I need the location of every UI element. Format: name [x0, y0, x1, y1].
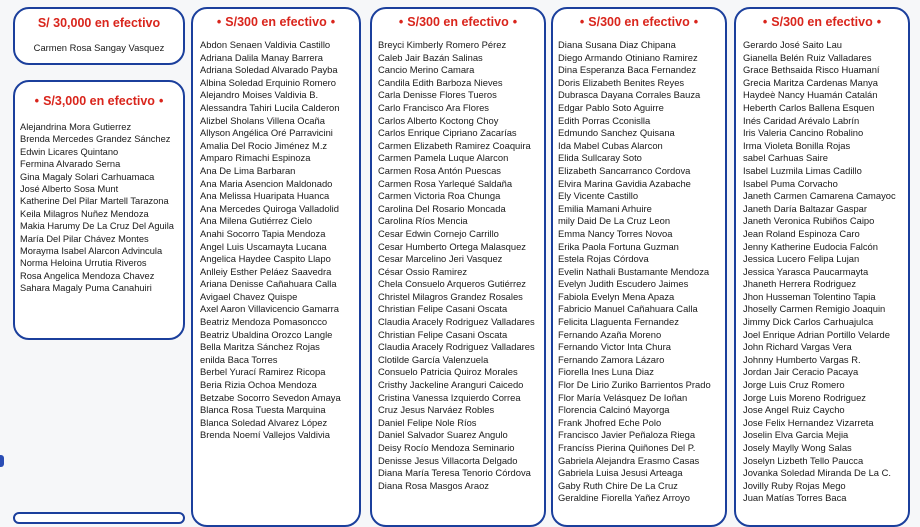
- winner-name: Carmen Rosa Yarlequé Saldaña: [378, 177, 513, 189]
- scroll-marker: [0, 455, 4, 467]
- winner-name: enilda Baca Torres: [200, 353, 278, 365]
- winner-name: Jovilly Ruby Rojas Mego: [743, 479, 846, 491]
- winner-name: Ely Vicente Castillo: [558, 190, 639, 202]
- winner-name: Christel Milagros Grandez Rosales: [378, 290, 523, 302]
- winner-name: Carmen Elizabeth Ramirez Coaquira: [378, 139, 531, 151]
- winner-name: Denisse Jesus Villacorta Delgado: [378, 454, 518, 466]
- winner-name: Geraldine Fiorella Yañez Arroyo: [558, 492, 691, 504]
- winner-name: Jhoselly Carmen Remigio Joaquin: [743, 303, 886, 315]
- winner-name: María Del Pilar Chávez Montes: [20, 233, 149, 244]
- winner-name: Carolina Ríos Mencia: [378, 215, 468, 227]
- winner-name: Florencia Calcinó Mayorga: [558, 404, 670, 416]
- winner-name: Sahara Magaly Puma Canahuiri: [20, 283, 152, 294]
- winner-name: Jovanka Soledad Miranda De La C.: [743, 467, 892, 479]
- winner-name: Berbel Yurací Ramirez Ricopa: [200, 366, 326, 378]
- winner-name: Francisco Javier Peñaloza Riega: [558, 429, 696, 441]
- winner-name: Janeth Veronica Rubiños Caipo: [743, 215, 875, 227]
- winner-name: Cesar Marcelino Jeri Vasquez: [378, 253, 503, 265]
- winner-name: Isabel Puma Corvacho: [743, 177, 838, 189]
- winner-name: Diana Susana Diaz Chipana: [558, 39, 676, 50]
- winner-name: Evelin Nathali Bustamante Mendoza: [558, 265, 710, 277]
- winner-name: Fernando Victor Inta Chura: [558, 341, 671, 353]
- winner-name: Joel Enrique Adrian Portillo Velarde: [743, 328, 890, 340]
- winner-name: Felicita Llaguenta Fernandez: [558, 316, 679, 328]
- winner-name: Chela Consuelo Arqueros Gutiérrez: [378, 278, 526, 290]
- winner-name: Elida Sullcaray Soto: [558, 152, 642, 164]
- winner-list: [15, 122, 183, 295]
- winner-name: Makia Harumy De La Cruz Del Aguila: [20, 221, 174, 232]
- winner-name: Flor De Lirio Zuriko Barrientos Prado: [558, 379, 711, 391]
- winner-name: Isabel Luzmila Limas Cadillo: [743, 164, 862, 176]
- winner-name: Gabriela Luisa Jesusi Arteaga: [558, 467, 683, 479]
- winner-name: Adriana Soledad Alvarado Payba: [200, 64, 338, 76]
- winner-name: Gianella Belén Ruiz Valladares: [743, 51, 872, 63]
- winner-name: Estela Rojas Córdova: [558, 253, 649, 265]
- winner-name: Brenda Mercedes Grandez Sánchez: [20, 134, 171, 145]
- bullet-dot: •: [876, 15, 882, 29]
- prize-title: S/300 en efectivo: [771, 15, 873, 29]
- winner-name: Erika Paola Fortuna Guzman: [558, 240, 679, 252]
- winner-name: Albina Soledad Erquinio Romero: [200, 76, 337, 88]
- winner-name: Christian Felipe Casani Oscata: [378, 328, 508, 340]
- winner-name: Jean Roland Espinoza Caro: [743, 227, 860, 239]
- bullet-dot: •: [512, 15, 518, 29]
- prize-title-row: [553, 15, 725, 29]
- winner-name: Carlos Enrique Cipriano Zacarías: [378, 127, 517, 139]
- next-card-edge: [13, 512, 185, 524]
- winner-name: Allyson Angélica Oré Parravicini: [200, 127, 333, 139]
- winner-name: Gabriela Alejandra Erasmo Casas: [558, 454, 700, 466]
- prize-title-row: [736, 15, 908, 29]
- prize-title: S/300 en efectivo: [407, 15, 509, 29]
- winner-name: Cancio Merino Camara: [378, 64, 475, 76]
- winner-name: Beatriz Mendoza Pomasoncco: [200, 316, 328, 328]
- winner-name: Juan Matías Torres Baca: [743, 492, 847, 504]
- prize-card-300-c: [551, 7, 727, 527]
- winner-name: Emma Nancy Torres Novoa: [558, 227, 673, 239]
- prize-title-row: [193, 15, 359, 29]
- winner-name: Elvira Marina Gavidia Azabache: [558, 177, 691, 189]
- winner-name: Morayma Isabel Alarcon Advincula: [20, 245, 163, 256]
- winner-name: Keila Milagros Nuñez Mendoza: [20, 208, 149, 219]
- winner-name: John Richard Vargas Vera: [743, 341, 852, 353]
- winner-name: Haydeè Nancy Huamán Catalán: [743, 89, 878, 101]
- winner-name: Cruz Jesus Narváez Robles: [378, 404, 495, 416]
- winner-name: Edmundo Sanchez Quisana: [558, 127, 675, 139]
- winner-name: Dubrasca Dayana Corrales Bauza: [558, 89, 701, 101]
- winner-name: Carlos Alberto Koctong Choy: [378, 114, 499, 126]
- winner-name: Alizbel Sholans Villena Ocaña: [200, 114, 325, 126]
- prize-card-300-a: [191, 7, 361, 527]
- winner-list: [553, 39, 725, 505]
- winner-name: Fabricio Manuel Cañahuara Calla: [558, 303, 698, 315]
- winner-name: Deisy Rocío Mendoza Seminario: [378, 442, 515, 453]
- winner-name: Norma Heloina Urrutia Riveros: [20, 258, 147, 269]
- winner-name: mily Daid De La Cruz Leon: [558, 215, 671, 227]
- winner-name: Gerardo José Saito Lau: [743, 39, 843, 50]
- winner-name: Grace Bethsaida Risco Huamaní: [743, 64, 880, 76]
- winner-name: Beria Rizia Ochoa Mendoza: [200, 379, 317, 391]
- winner-name: Jordan Jair Ceracio Pacaya: [743, 366, 859, 378]
- winner-name: Jhaneth Herrera Rodriguez: [743, 278, 857, 290]
- winner-name: Ana Melissa Huaripata Huanca: [200, 190, 330, 202]
- winner-name: Edgar Pablo Soto Aguirre: [558, 101, 664, 113]
- bullet-dot: •: [762, 15, 768, 29]
- winner-name: Johnny Humberto Vargas R.: [743, 353, 861, 365]
- prize-title: S/3,000 en efectivo: [43, 94, 155, 108]
- winner-name: Anlleiy Esther Peláez Saavedra: [200, 265, 332, 277]
- winner-name: Ana De Lima Barbaran: [200, 164, 296, 176]
- bullet-dot: •: [158, 94, 164, 108]
- winner-name: Ana Maria Asencion Maldonado: [200, 177, 333, 189]
- bullet-dot: •: [216, 15, 222, 29]
- winner-name: Diego Armando Otiniano Ramirez: [558, 51, 698, 63]
- winner-name: Angelica Haydee Caspito Llapo: [200, 253, 331, 265]
- winner-name: Francíss Pierina Quiñones Del P.: [558, 442, 696, 453]
- winner-name: Fiorella Ines Luna Diaz: [558, 366, 654, 378]
- winner-name: Jose Angel Ruiz Caycho: [743, 404, 845, 416]
- winner-name: Jenny Katherine Eudocia Falcón: [743, 240, 878, 252]
- prize-title-row: [15, 94, 183, 108]
- winner-name: Cesar Humberto Ortega Malasquez: [378, 240, 526, 252]
- winner-name: Carmen Rosa Sangay Vasquez: [33, 42, 165, 53]
- winner-name: Flor María Velásquez De Ioñan: [558, 391, 688, 403]
- winner-name: Daniel Felipe Nole Ríos: [378, 416, 477, 428]
- winner-name: Dina Esperanza Baca Fernandez: [558, 64, 697, 76]
- winner-name: Emilia Mamani Arhuire: [558, 202, 652, 214]
- winner-name: Avigael Chavez Quispe: [200, 290, 298, 302]
- winner-name: sabel Carhuas Saire: [743, 152, 828, 164]
- winner-name: Carmen Rosa Antón Puescas: [378, 164, 501, 176]
- winner-name: Consuelo Patricia Quiroz Morales: [378, 366, 518, 378]
- winner-name: Anahi Socorro Tapia Mendoza: [200, 227, 326, 239]
- winner-name: Jose Felix Hernandez Vizarreta: [743, 416, 874, 428]
- winner-name: Daniel Salvador Suarez Angulo: [378, 429, 508, 441]
- winner-name: Heberth Carlos Ballena Esquen: [743, 101, 875, 113]
- winner-name: Beatriz Ubaldina Orozco Langle: [200, 328, 333, 340]
- winner-name: Carolina Del Rosario Moncada: [378, 202, 506, 214]
- winner-name: Blanca Soledad Alvarez López: [200, 416, 328, 428]
- winner-name: Jimmy Dick Carlos Carhuajulca: [743, 316, 874, 328]
- winner-name: Candila Edith Barboza Nieves: [378, 76, 503, 88]
- winner-name: Fermina Alvarado Serna: [20, 159, 121, 170]
- winner-name: Doris Elizabeth Benites Reyes: [558, 76, 685, 88]
- winner-name: Carla Denisse Flores Tueros: [378, 89, 497, 101]
- winner-name: Grecia Maritza Cardenas Manya: [743, 76, 878, 88]
- winner-name: Brenda Noemí Vallejos Valdivia: [200, 429, 330, 441]
- winner-name: Edwin Licares Quintano: [20, 146, 119, 157]
- bullet-dot: •: [579, 15, 585, 29]
- winner-name: Bella Maritza Sánchez Rojas: [200, 341, 320, 353]
- bullet-dot: •: [330, 15, 336, 29]
- prize-title: S/ 30,000 en efectivo: [37, 16, 161, 30]
- winner-name: Gaby Ruth Chire De La Cruz: [558, 479, 678, 491]
- prize-title-row: [372, 15, 544, 29]
- winner-name: Gina Magaly Solari Carhuamaca: [20, 171, 155, 182]
- winner-list: [193, 39, 359, 442]
- winner-name: Josely Maylly Wong Salas: [743, 442, 852, 453]
- winner-name: Jhon Husseman Tolentino Tapia: [743, 290, 876, 302]
- winner-name: Joselyn Lizbeth Tello Paucca: [743, 454, 864, 466]
- prize-card-300-d: [734, 7, 910, 527]
- winner-name: Iris Valeria Cancino Robalino: [743, 127, 864, 139]
- winner-list: [736, 39, 908, 505]
- winner-name: Ariana Denisse Cañahuara Calla: [200, 278, 337, 290]
- winner-name: Angel Luis Uscamayta Lucana: [200, 240, 327, 252]
- winner-name: Cristina Vanessa Izquierdo Correa: [378, 391, 521, 403]
- winner-name: Jessica Yarasca Paucarmayta: [743, 265, 869, 277]
- winner-name: Joselin Elva Garcia Mejia: [743, 429, 849, 441]
- winner-name: Elizabeth Sancarranco Cordova: [558, 164, 691, 176]
- winner-name: Cesar Edwin Cornejo Carrillo: [378, 227, 499, 239]
- bullet-dot: •: [693, 15, 699, 29]
- winner-name: Clotilde García Valenzuela: [378, 353, 489, 365]
- winner-name: Amparo Rimachi Espinoza: [200, 152, 311, 164]
- winner-name: Claudia Aracely Rodriguez Valladares: [378, 341, 535, 353]
- winner-name: Jessica Lucero Felipa Lujan: [743, 253, 860, 265]
- winner-name: Alessandra Tahiri Lucila Calderon: [200, 101, 340, 113]
- prize-title: S/300 en efectivo: [588, 15, 690, 29]
- prize-card-3000: [13, 80, 185, 340]
- winner-name: Jorge Luis Cruz Romero: [743, 379, 845, 391]
- winner-name: Janeth Daría Baltazar Gaspar: [743, 202, 868, 214]
- winner-name: Carlo Francisco Ara Flores: [378, 101, 489, 113]
- winner-name: Rosa Angelica Mendoza Chavez: [20, 270, 155, 281]
- winner-name: Ana Mercedes Quiroga Valladolid: [200, 202, 339, 214]
- prize-card-30000: [13, 7, 185, 65]
- winner-name: Breyci Kimberly Romero Pérez: [378, 39, 507, 50]
- winner-name: Janeth Carmen Camarena Camayoc: [743, 190, 896, 202]
- prize-card-300-b: [370, 7, 546, 527]
- winner-name: Alejandro Moises Valdivia B.: [200, 89, 319, 101]
- winner-name: Diana María Teresa Tenorio Córdova: [378, 467, 531, 479]
- winner-name: Adriana Dalila Manay Barrera: [200, 51, 323, 63]
- winner-list: [372, 39, 544, 492]
- winner-name: Carmen Pamela Luque Alarcon: [378, 152, 509, 164]
- winner-name: Ana Milena Gutiérrez Cielo: [200, 215, 313, 227]
- winner-name: Frank Jhofred Eche Polo: [558, 416, 662, 428]
- winner-name: Fernando Zamora Lázaro: [558, 353, 665, 365]
- winner-name: Axel Aaron Villavicencio Gamarra: [200, 303, 339, 315]
- winner-name: Carmen Victoria Roa Chunga: [378, 190, 501, 202]
- winner-name: Christian Felipe Casani Oscata: [378, 303, 508, 315]
- winner-name: Caleb Jair Bazán Salinas: [378, 51, 483, 63]
- winner-name: Blanca Rosa Tuesta Marquina: [200, 404, 326, 416]
- winner-name: Diana Rosa Masgos Araoz: [378, 479, 489, 491]
- winner-name: Abdon Senaen Valdivia Castillo: [200, 39, 331, 50]
- winner-name: Katherine Del Pilar Martell Tarazona: [20, 196, 169, 207]
- winner-name: Claudia Aracely Rodriguez Valladares: [378, 316, 535, 328]
- winner-name: Amalia Del Rocio Jiménez M.z: [200, 139, 328, 151]
- bullet-dot: •: [398, 15, 404, 29]
- bullet-dot: •: [34, 94, 40, 108]
- winner-name: Cristhy Jackeline Aranguri Caicedo: [378, 379, 524, 391]
- prize-title: S/300 en efectivo: [225, 15, 327, 29]
- winner-name: Betzabe Socorro Sevedon Amaya: [200, 391, 341, 403]
- winner-name: Jorge Luis Moreno Rodriguez: [743, 391, 866, 403]
- winner-name: José Alberto Sosa Munt: [20, 183, 119, 194]
- winner-name: Irma Violeta Bonilla Rojas: [743, 139, 851, 151]
- winner-name: Inés Caridad Arévalo Labrín: [743, 114, 860, 126]
- winner-name: Ida Mabel Cubas Alarcon: [558, 139, 663, 151]
- winner-name: Evelyn Judith Escudero Jaimes: [558, 278, 689, 290]
- winner-name: Edith Porras Cconislla: [558, 114, 651, 126]
- winner-name: Alejandrina Mora Gutierrez: [20, 122, 132, 132]
- winner-name: César Ossio Ramirez: [378, 265, 468, 277]
- winner-name: Fernando Azaña Moreno: [558, 328, 662, 340]
- winner-name: Fabiola Evelyn Mena Apaza: [558, 290, 675, 302]
